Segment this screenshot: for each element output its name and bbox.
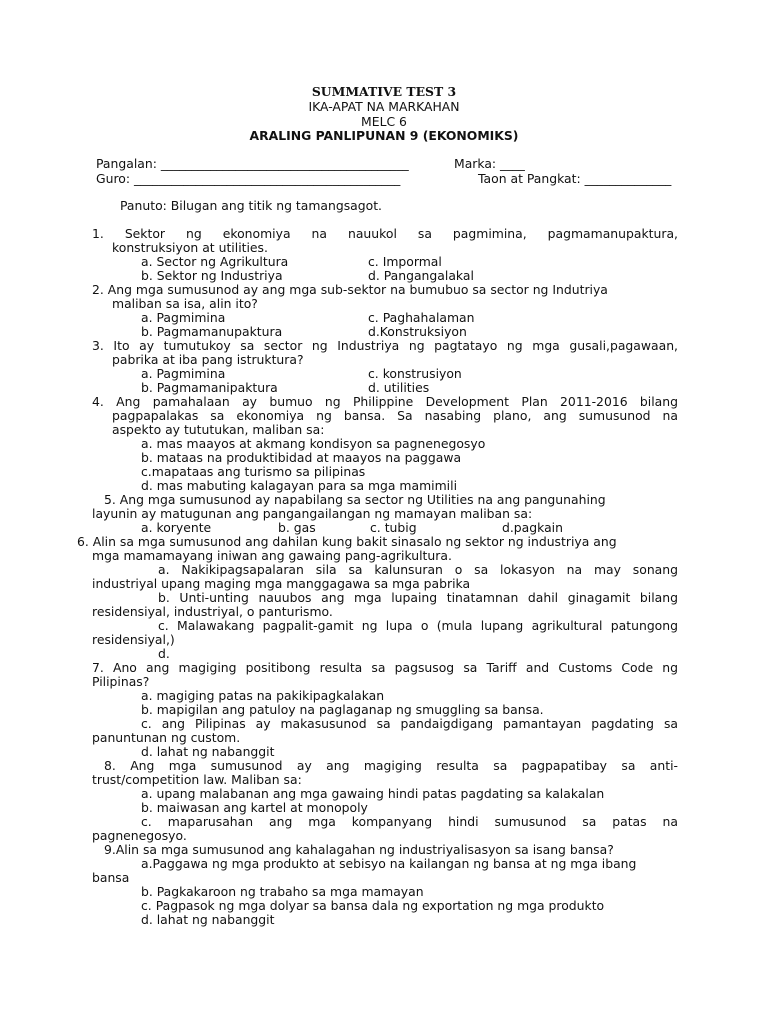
q9-option-d: d. lahat ng nabanggit <box>141 912 275 927</box>
q6-option-c: c. Malawakang pagpalit-gamit ng lupa o (mula lupang agrikultural patungong <box>158 619 678 633</box>
q9-option-a-cont: bansa <box>92 870 130 885</box>
q6-option-c-cont: residensiyal,) <box>92 632 175 647</box>
q2-option-b: b. Pagmamanupaktura <box>141 324 283 339</box>
question-5-cont: layunin ay matugunan ang pangangailangan ng mamayan maliban sa: <box>92 506 533 521</box>
q9-option-b: b. Pagkakaroon ng trabaho sa mga mamayan <box>141 884 424 899</box>
question-4-cont2: aspekto ay tututukan, maliban sa: <box>112 422 325 437</box>
q1-option-d: d. Pangangalakal <box>368 268 474 283</box>
melc-label: MELC 6 <box>361 114 407 129</box>
name-field: Pangalan: ________________________________________ <box>96 156 409 171</box>
q5-option-b: b. gas <box>278 520 316 535</box>
q4-option-d: d. mas mabuting kalagayan para sa mga mamimili <box>141 478 458 493</box>
question-1-cont: konstruksiyon at utilities. <box>112 240 268 255</box>
q1-option-a: a. Sector ng Agrikultura <box>141 254 289 269</box>
q6-option-b-cont: residensiyal, industriyal, o panturismo. <box>92 604 333 619</box>
q2-option-d: d.Konstruksiyon <box>368 324 467 339</box>
question-8-cont: trust/competition law. Maliban sa: <box>92 772 302 787</box>
question-4-cont: pagpapalakas sa ekonomiya ng bansa. Sa nasabing plano, ang sumusunod na <box>112 409 678 423</box>
q4-option-b: b. mataas na produktibidad at maayos na paggawa <box>141 450 462 465</box>
question-5: 5. Ang mga sumusunod ay napabilang sa sector ng Utilities na ang pangunahing <box>104 492 606 507</box>
q3-option-a: a. Pagmimina <box>141 366 226 381</box>
q6-option-d: d. <box>158 646 170 661</box>
question-3: 3. Ito ay tumutukoy sa sector ng Industriya ng pagtatayo ng mga gusali,pagawaan, <box>92 339 678 353</box>
question-9: 9.Alin sa mga sumusunod ang kahalagahan ng industriyalisasyon sa isang bansa? <box>104 842 614 857</box>
q8-option-c-cont: pagnenegosyo. <box>92 828 187 843</box>
year-section-field: Taon at Pangkat: ______________ <box>478 171 672 186</box>
question-3-cont: pabrika at iba pang istruktura? <box>112 352 304 367</box>
question-1: 1. Sektor ng ekonomiya na nauukol sa pagmimina, pagmamanupaktura, <box>92 227 678 241</box>
q1-option-b: b. Sektor ng Industriya <box>141 268 283 283</box>
quarter-label: IKA-APAT NA MARKAHAN <box>308 99 460 114</box>
q8-option-b: b. maiwasan ang kartel at monopoly <box>141 800 368 815</box>
teacher-field: Guro: ___________________________________________ <box>96 171 401 186</box>
q2-option-c: c. Paghahalaman <box>368 310 475 325</box>
test-title: SUMMATIVE TEST 3 <box>311 84 457 99</box>
q5-option-d: d.pagkain <box>502 520 563 535</box>
q4-option-a: a. mas maayos at akmang kondisyon sa pagnenegosyo <box>141 436 486 451</box>
q5-option-a: a. koryente <box>141 520 212 535</box>
q6-option-a: a. Nakikipagsapalaran sila sa kalunsuran o sa lokasyon na may sonang <box>158 563 678 577</box>
q7-option-d: d. lahat ng nabanggit <box>141 744 275 759</box>
q9-option-c: c. Pagpasok ng mga dolyar sa bansa dala ng exportation ng mga produkto <box>141 898 605 913</box>
q8-option-a: a. upang malabanan ang mga gawaing hindi patas pagdating sa kalakalan <box>141 786 605 801</box>
q6-option-a-cont: industriyal upang maging mga manggagawa sa mga pabrika <box>92 576 471 591</box>
question-8: 8. Ang mga sumusunod ay ang magiging resulta sa pagpapatibay sa anti- <box>104 759 678 773</box>
instructions: Panuto: Bilugan ang titik ng tamangsagot. <box>120 198 382 213</box>
q1-option-c: c. Impormal <box>368 254 442 269</box>
q4-option-c: c.mapataas ang turismo sa pilipinas <box>141 464 366 479</box>
q7-option-c-cont: panuntunan ng custom. <box>92 730 241 745</box>
q7-option-c: c. ang Pilipinas ay makasusunod sa pandaigdigang pamantayan pagdating sa <box>141 717 678 731</box>
question-6: 6. Alin sa mga sumusunod ang dahilan kung bakit sinasalo ng sektor ng industriya ang <box>77 534 617 549</box>
question-4: 4. Ang pamahalaan ay bumuo ng Philippine Development Plan 2011-2016 bilang <box>92 395 678 409</box>
q7-option-b: b. mapigilan ang patuloy na paglaganap ng smuggling sa bansa. <box>141 702 544 717</box>
score-field: Marka: ____ <box>454 156 525 171</box>
q7-option-a: a. magiging patas na pakikipagkalakan <box>141 688 385 703</box>
q5-option-c: c. tubig <box>370 520 417 535</box>
q2-option-a: a. Pagmimina <box>141 310 226 325</box>
question-7-cont: Pilipinas? <box>92 674 150 689</box>
question-2-cont: maliban sa isa, alin ito? <box>112 296 258 311</box>
q3-option-c: c. konstrusiyon <box>368 366 462 381</box>
question-2: 2. Ang mga sumusunod ay ang mga sub-sektor na bumubuo sa sector ng Indutriya <box>92 282 608 297</box>
question-7: 7. Ano ang magiging positibong resulta sa pagsusog sa Tariff and Customs Code ng <box>92 661 678 675</box>
q8-option-c: c. maparusahan ang mga kompanyang hindi sumusunod sa patas na <box>141 815 678 829</box>
q3-option-b: b. Pagmamanipaktura <box>141 380 278 395</box>
question-6-cont: mga mamamayang iniwan ang gawaing pang-agrikultura. <box>92 548 452 563</box>
q9-option-a: a.Paggawa ng mga produkto at sebisyo na kailangan ng bansa at ng mga ibang <box>141 856 637 871</box>
q6-option-b: b. Unti-unting nauubos ang mga lupaing tinatamnan dahil ginagamit bilang <box>158 591 678 605</box>
subject-title: ARALING PANLIPUNAN 9 (EKONOMIKS) <box>249 128 519 143</box>
q3-option-d: d. utilities <box>368 380 430 395</box>
